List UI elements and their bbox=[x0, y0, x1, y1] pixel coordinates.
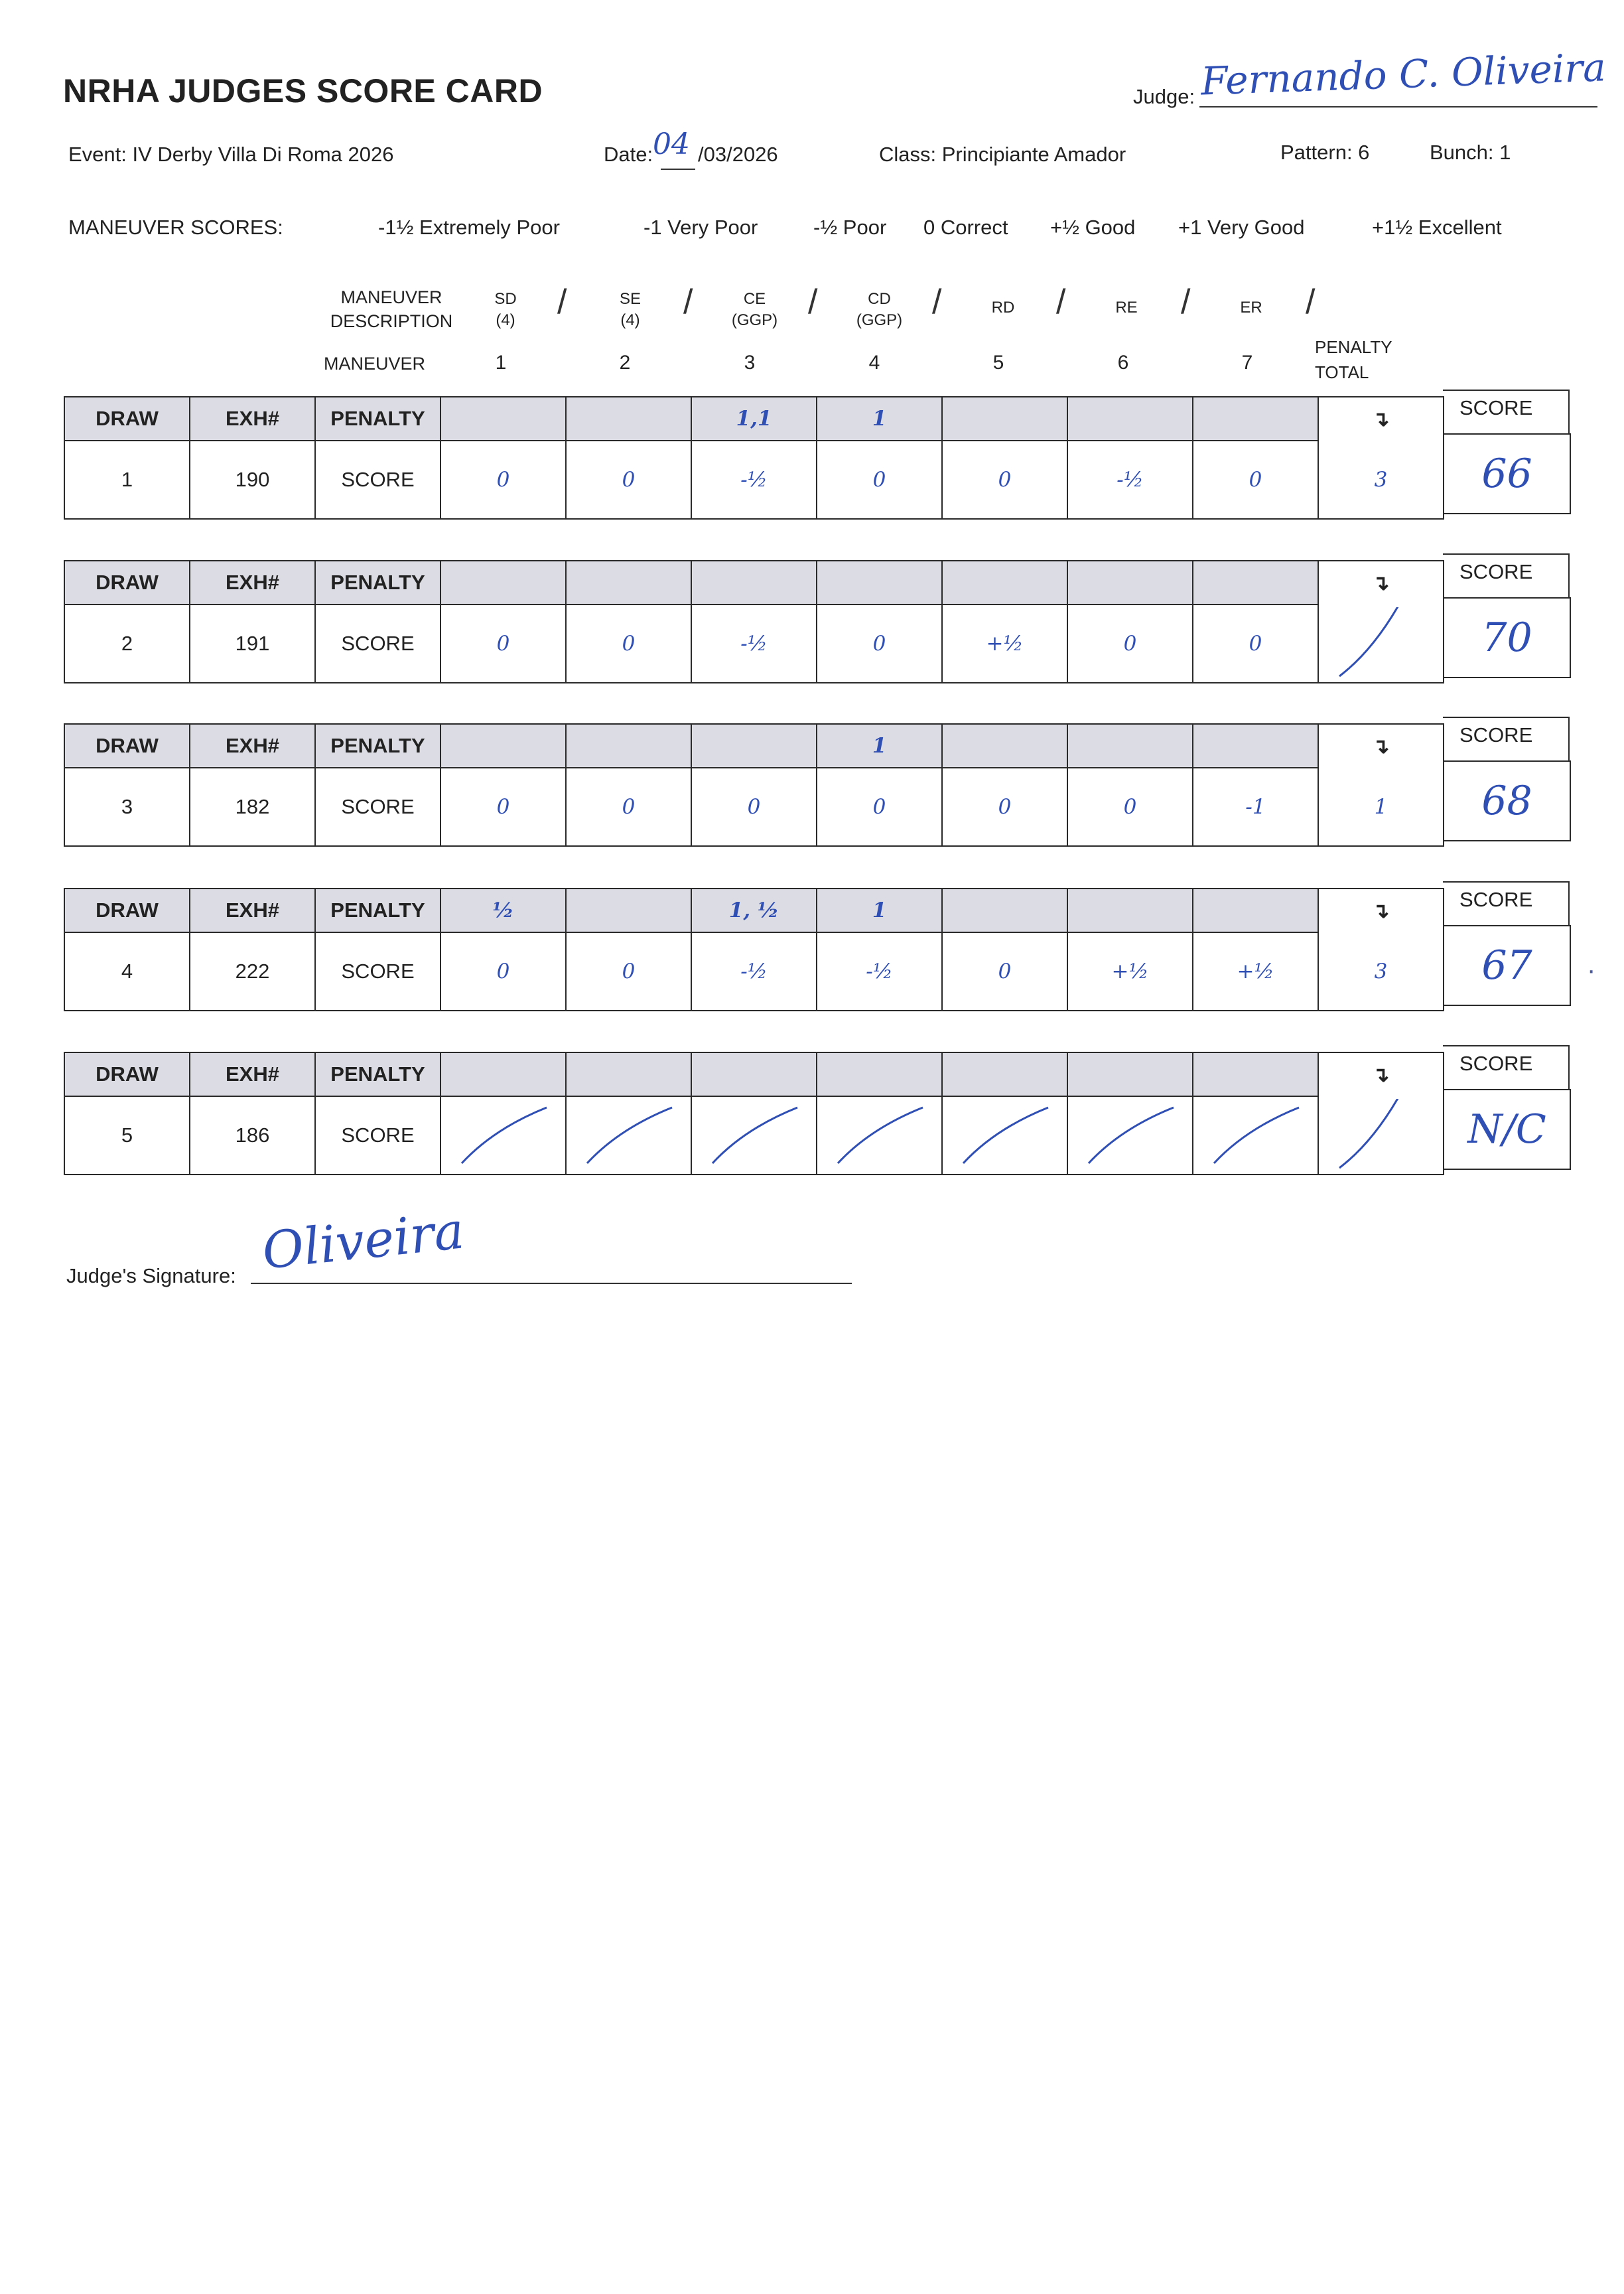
header-divider: / bbox=[557, 283, 567, 321]
penalty-header: PENALTY bbox=[315, 724, 440, 768]
maneuver-score: 0 bbox=[942, 932, 1067, 1011]
score-header-frame bbox=[1443, 1045, 1570, 1089]
maneuver-penalty bbox=[1067, 1052, 1193, 1096]
score-row-draw-2 bbox=[64, 560, 1444, 683]
maneuver-penalty bbox=[1067, 397, 1193, 441]
score-label: SCORE bbox=[1459, 1052, 1533, 1075]
header-divider: / bbox=[808, 283, 818, 321]
penalty-header: PENALTY bbox=[315, 561, 440, 605]
maneuver-number: 4 bbox=[868, 352, 880, 374]
maneuver-score bbox=[1067, 1096, 1193, 1175]
maneuver-penalty bbox=[942, 724, 1067, 768]
maneuver-score bbox=[566, 1096, 691, 1175]
strike-mark-icon bbox=[1331, 1099, 1431, 1172]
exh-header: EXH# bbox=[190, 561, 315, 605]
score-label: SCORE bbox=[1459, 396, 1533, 419]
final-score: 67 bbox=[1443, 925, 1571, 1006]
date-label: Date: bbox=[604, 143, 653, 166]
strike-mark-icon bbox=[1206, 1102, 1306, 1169]
score-header-frame bbox=[1443, 881, 1570, 925]
maneuver-score: 0 bbox=[942, 768, 1067, 846]
maneuver-penalty bbox=[1067, 889, 1193, 932]
maneuver-score: +½ bbox=[942, 605, 1067, 683]
maneuver-penalty bbox=[440, 397, 566, 441]
maneuver-score: 0 bbox=[566, 932, 691, 1011]
maneuver-score: 0 bbox=[1067, 768, 1193, 846]
pattern-number: Pattern: 6 bbox=[1280, 141, 1370, 164]
legend-item: +1½ Excellent bbox=[1372, 216, 1502, 239]
maneuver-penalty bbox=[691, 724, 817, 768]
maneuver-penalty bbox=[440, 1052, 566, 1096]
score-header-frame bbox=[1443, 390, 1570, 433]
strike-mark-icon bbox=[955, 1102, 1055, 1169]
maneuver-penalty bbox=[691, 1052, 817, 1096]
score-row-label: SCORE bbox=[315, 768, 440, 846]
maneuver-penalty bbox=[1193, 724, 1318, 768]
draw-number: 3 bbox=[64, 768, 190, 846]
class-name: Class: Principiante Amador bbox=[879, 143, 1126, 166]
maneuver-penalty bbox=[566, 724, 691, 768]
maneuver-penalty bbox=[817, 1052, 942, 1096]
maneuver-score: -½ bbox=[1067, 441, 1193, 519]
legend-item: -1 Very Poor bbox=[643, 216, 758, 239]
maneuver-penalty bbox=[1193, 397, 1318, 441]
maneuver-number: 7 bbox=[1241, 352, 1253, 374]
score-label: SCORE bbox=[1459, 560, 1533, 583]
maneuver-code: RE bbox=[1115, 299, 1138, 317]
bunch-number: Bunch: 1 bbox=[1430, 141, 1511, 164]
penalty-arrow: ↴ bbox=[1318, 397, 1444, 441]
penalty-total-label: PENALTY TOTAL bbox=[1315, 337, 1392, 382]
maneuver-number: 5 bbox=[992, 352, 1004, 374]
maneuver-score: -½ bbox=[817, 932, 942, 1011]
exhibitor-number: 190 bbox=[190, 441, 315, 519]
maneuver-penalty bbox=[942, 397, 1067, 441]
header-divider: / bbox=[932, 283, 942, 321]
maneuver-score: 0 bbox=[566, 768, 691, 846]
maneuver-score: 0 bbox=[817, 441, 942, 519]
maneuver-penalty bbox=[942, 1052, 1067, 1096]
score-row-label: SCORE bbox=[315, 441, 440, 519]
maneuver-score: -1 bbox=[1193, 768, 1318, 846]
maneuver-scores-label: MANEUVER SCORES: bbox=[68, 216, 283, 239]
penalty-total: 3 bbox=[1318, 441, 1444, 519]
maneuver-score bbox=[440, 1096, 566, 1175]
maneuver-penalty: 1 bbox=[817, 889, 942, 932]
maneuver-score: 0 bbox=[440, 768, 566, 846]
exh-header: EXH# bbox=[190, 397, 315, 441]
score-row-label: SCORE bbox=[315, 605, 440, 683]
draw-header: DRAW bbox=[64, 397, 190, 441]
exhibitor-number: 182 bbox=[190, 768, 315, 846]
maneuver-code: SD (4) bbox=[494, 290, 517, 330]
maneuver-penalty: ½ bbox=[440, 889, 566, 932]
exh-header: EXH# bbox=[190, 889, 315, 932]
maneuver-score bbox=[817, 1096, 942, 1175]
maneuver-score: +½ bbox=[1193, 932, 1318, 1011]
maneuver-penalty bbox=[566, 561, 691, 605]
header-divider: / bbox=[1306, 283, 1316, 321]
date-day-line bbox=[661, 169, 695, 170]
score-row-draw-5 bbox=[64, 1052, 1444, 1175]
judge-signature: Oliveira bbox=[259, 1200, 467, 1281]
maneuver-score: 0 bbox=[817, 768, 942, 846]
maneuver-penalty bbox=[566, 889, 691, 932]
maneuver-score: 0 bbox=[440, 932, 566, 1011]
strike-mark-icon bbox=[454, 1102, 553, 1169]
maneuver-description-label: MANEUVER DESCRIPTION bbox=[330, 287, 453, 332]
draw-header: DRAW bbox=[64, 889, 190, 932]
penalty-arrow: ↴ bbox=[1318, 561, 1444, 605]
penalty-total: 1 bbox=[1318, 768, 1444, 846]
maneuver-penalty: 1 bbox=[817, 724, 942, 768]
maneuver-penalty bbox=[1193, 889, 1318, 932]
maneuver-code: RD bbox=[991, 299, 1015, 317]
penalty-header: PENALTY bbox=[315, 889, 440, 932]
date-rest: /03/2026 bbox=[698, 143, 778, 166]
final-score: 68 bbox=[1443, 760, 1571, 841]
maneuver-penalty bbox=[691, 561, 817, 605]
maneuver-score: 0 bbox=[1193, 605, 1318, 683]
draw-number: 1 bbox=[64, 441, 190, 519]
maneuver-penalty: 1,1 bbox=[691, 397, 817, 441]
exhibitor-number: 186 bbox=[190, 1096, 315, 1175]
signature-label: Judge's Signature: bbox=[66, 1264, 236, 1287]
maneuver-score: 0 bbox=[566, 441, 691, 519]
exhibitor-number: 191 bbox=[190, 605, 315, 683]
card-title: NRHA JUDGES SCORE CARD bbox=[63, 72, 543, 109]
draw-number: 4 bbox=[64, 932, 190, 1011]
score-header-frame bbox=[1443, 717, 1570, 760]
strike-mark-icon bbox=[1081, 1102, 1180, 1169]
maneuver-score: 0 bbox=[691, 768, 817, 846]
maneuver-penalty bbox=[1067, 561, 1193, 605]
score-row-draw-1 bbox=[64, 396, 1444, 520]
penalty-header: PENALTY bbox=[315, 1052, 440, 1096]
penalty-arrow: ↴ bbox=[1318, 1052, 1444, 1096]
maneuver-score: -½ bbox=[691, 441, 817, 519]
exhibitor-number: 222 bbox=[190, 932, 315, 1011]
draw-header: DRAW bbox=[64, 724, 190, 768]
header-divider: / bbox=[1181, 283, 1191, 321]
maneuver-penalty bbox=[440, 561, 566, 605]
signature-line bbox=[251, 1283, 852, 1284]
strike-mark-icon bbox=[705, 1102, 804, 1169]
score-label: SCORE bbox=[1459, 723, 1533, 747]
maneuver-score: -½ bbox=[691, 932, 817, 1011]
legend-item: +1 Very Good bbox=[1178, 216, 1305, 239]
legend-item: -½ Poor bbox=[813, 216, 887, 239]
final-score: 66 bbox=[1443, 433, 1571, 514]
final-score: 70 bbox=[1443, 597, 1571, 678]
maneuver-number: 6 bbox=[1117, 352, 1129, 374]
header-divider: / bbox=[1056, 283, 1066, 321]
judge-label: Judge: bbox=[1133, 85, 1195, 108]
penalty-arrow: ↴ bbox=[1318, 724, 1444, 768]
maneuver-number: 3 bbox=[744, 352, 756, 374]
date-day: 04 bbox=[653, 127, 690, 161]
maneuver-score bbox=[942, 1096, 1067, 1175]
maneuver-score: 0 bbox=[1193, 441, 1318, 519]
maneuver-score: 0 bbox=[440, 605, 566, 683]
maneuver-score bbox=[1193, 1096, 1318, 1175]
score-row-draw-4 bbox=[64, 888, 1444, 1011]
judge-name: Fernando C. Oliveira bbox=[1199, 44, 1607, 104]
score-row-label: SCORE bbox=[315, 932, 440, 1011]
penalty-arrow: ↴ bbox=[1318, 889, 1444, 932]
maneuver-score: -½ bbox=[691, 605, 817, 683]
maneuver-score: 0 bbox=[817, 605, 942, 683]
exh-header: EXH# bbox=[190, 1052, 315, 1096]
score-label: SCORE bbox=[1459, 888, 1533, 911]
score-row-draw-3 bbox=[64, 723, 1444, 847]
strike-mark-icon bbox=[579, 1102, 679, 1169]
strike-mark-icon bbox=[830, 1102, 929, 1169]
maneuver-penalty bbox=[942, 889, 1067, 932]
strike-mark-icon bbox=[1331, 607, 1431, 680]
maneuver-number: 2 bbox=[619, 352, 631, 374]
maneuver-penalty bbox=[1067, 724, 1193, 768]
maneuver-penalty bbox=[1193, 561, 1318, 605]
maneuver-score: 0 bbox=[566, 605, 691, 683]
header-divider: / bbox=[683, 283, 693, 321]
penalty-total bbox=[1318, 605, 1444, 683]
maneuver-number: 1 bbox=[495, 352, 507, 374]
maneuver-code: ER bbox=[1240, 299, 1262, 317]
maneuver-score: +½ bbox=[1067, 932, 1193, 1011]
exh-header: EXH# bbox=[190, 724, 315, 768]
draw-header: DRAW bbox=[64, 561, 190, 605]
draw-number: 2 bbox=[64, 605, 190, 683]
maneuver-penalty: 1, ½ bbox=[691, 889, 817, 932]
final-score: N/C bbox=[1443, 1089, 1571, 1170]
penalty-header: PENALTY bbox=[315, 397, 440, 441]
legend-item: +½ Good bbox=[1050, 216, 1136, 239]
maneuver-score: 0 bbox=[942, 441, 1067, 519]
score-header-frame bbox=[1443, 553, 1570, 597]
maneuver-penalty bbox=[817, 561, 942, 605]
maneuver-score: 0 bbox=[1067, 605, 1193, 683]
event-name: Event: IV Derby Villa Di Roma 2026 bbox=[68, 143, 394, 166]
penalty-total: 3 bbox=[1318, 932, 1444, 1011]
draw-number: 5 bbox=[64, 1096, 190, 1175]
draw-header: DRAW bbox=[64, 1052, 190, 1096]
maneuver-penalty bbox=[566, 397, 691, 441]
legend-item: 0 Correct bbox=[923, 216, 1008, 239]
legend-item: -1½ Extremely Poor bbox=[378, 216, 560, 239]
maneuver-penalty bbox=[942, 561, 1067, 605]
maneuver-score: 0 bbox=[440, 441, 566, 519]
maneuver-number-label: MANEUVER bbox=[324, 354, 426, 374]
maneuver-penalty: 1 bbox=[817, 397, 942, 441]
maneuver-code: CD (GGP) bbox=[856, 290, 903, 330]
maneuver-code: CE (GGP) bbox=[731, 290, 778, 330]
maneuver-score bbox=[691, 1096, 817, 1175]
judge-name-line bbox=[1199, 106, 1597, 108]
maneuver-penalty bbox=[1193, 1052, 1318, 1096]
maneuver-code: SE (4) bbox=[619, 290, 641, 330]
margin-mark: · bbox=[1587, 956, 1596, 985]
penalty-total bbox=[1318, 1096, 1444, 1175]
score-row-label: SCORE bbox=[315, 1096, 440, 1175]
maneuver-penalty bbox=[440, 724, 566, 768]
maneuver-penalty bbox=[566, 1052, 691, 1096]
